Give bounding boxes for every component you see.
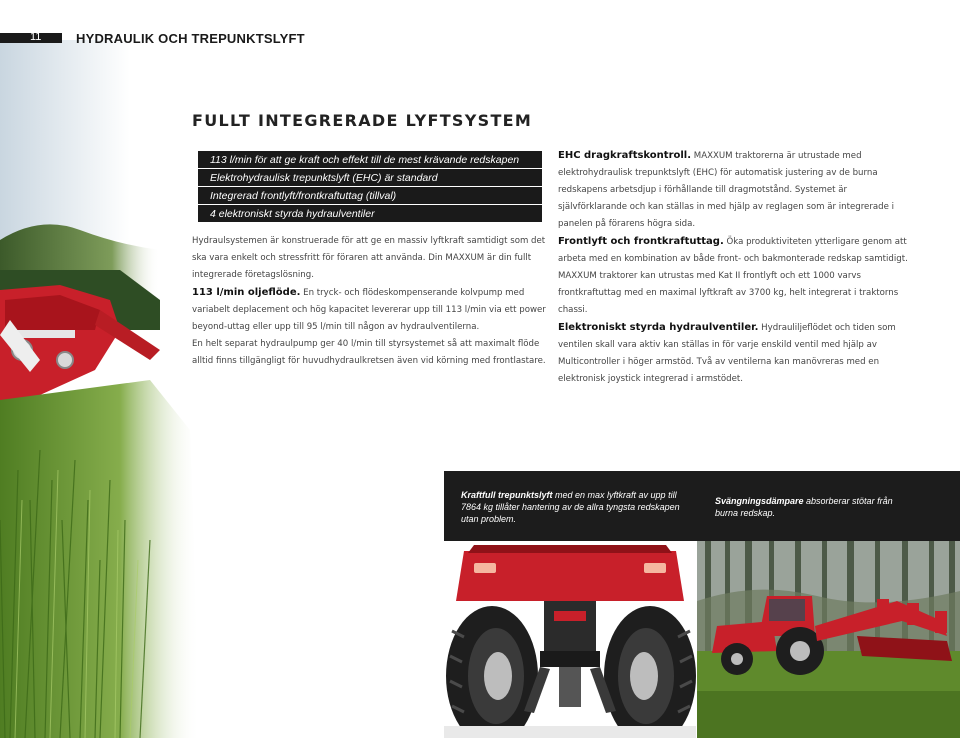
caption-left-text: med en max lyftkraft av upp till 7864 kg tillåter hantering av de allra tyngsta redskapen utan problem.	[461, 490, 680, 524]
feature-item: 113 l/min för att ge kraft och effekt till de mest krävande redskapen	[198, 151, 542, 169]
section-header: HYDRAULIK OCH TREPUNKTSLYFT	[76, 31, 305, 46]
caption-right-bold: Svängningsdämpare	[715, 496, 804, 506]
separate-pump-paragraph: En helt separat hydraulpump ger 40 l/min till styrsystemet så att maximalt flöde alltid finns tillgängligt för huvudhydraulkretsen även vid körning med frontlastare.	[192, 339, 546, 366]
front-text: Öka produktiviteten ytterligare genom att arbeta med en kombination av både front- och bakmonterade redskap samtidigt. MAXXUM traktorer kan utrustas med Kat II frontlyft och ett 1000 varvs frontkraftuttag med en maximal lyftkraft av 3700 kg, helt integrerat i traktorns chassi.	[558, 237, 908, 315]
feature-item: Integrerad frontlyft/frontkraftuttag (tillval)	[198, 187, 542, 205]
page-number: 11	[30, 31, 42, 43]
oil-flow-paragraph	[192, 284, 547, 336]
tractor-mower-illustration	[697, 541, 960, 738]
valves-paragraph	[558, 319, 913, 388]
caption-left-bold: Kraftfull trepunktslyft	[461, 490, 553, 500]
caption-right-text: absorberar stötar från burna redskap.	[715, 496, 893, 518]
intro-paragraph: Hydraulsystemen är konstruerade för att ge en massiv lyftkraft samtidigt som det ska vara enkelt och stressfritt för föraren att använda. Din MAXXUM är din fullt integrerade företagslösning.	[192, 236, 546, 280]
ehc-text: MAXXUM traktorerna är utrustade med elektrohydraulisk trepunktslyft (EHC) för automatisk justering av de burna redskapens arbetsdjup i förhållande till dragmotstånd. Systemet är självförklarande och kan ställas in med hjälp av reglagen som är integrerade i panelen på förarens högra sida.	[558, 151, 895, 229]
ehc-paragraph	[558, 147, 913, 233]
feature-item: Elektrohydraulisk trepunktslyft (EHC) är standard	[198, 169, 542, 187]
feature-item: 4 elektroniskt styrda hydraulventiler	[198, 205, 542, 223]
tractor-rear-photo	[444, 541, 696, 738]
tractor-rear-illustration	[444, 541, 696, 738]
oil-flow-lead: 113 l/min oljeflöde.	[192, 287, 301, 298]
feature-list	[198, 151, 542, 223]
right-text-column	[558, 147, 913, 388]
left-text-column	[192, 233, 547, 370]
front-lead: Frontlyft och frontkraftuttag.	[558, 236, 724, 247]
caption-three-point-lift	[461, 489, 681, 525]
valves-lead: Elektroniskt styrda hydraulventiler.	[558, 322, 759, 333]
left-edge-photo	[0, 0, 200, 738]
oil-flow-text: En tryck- och flödeskompenserande kolvpump med variabelt deplacement och hög kapacitet levererar upp till 113 l/min via ett power beyond-uttag eller upp till 95 l/min till någon av hydraulventilerna.	[192, 288, 546, 332]
ehc-lead: EHC dragkraftskontroll.	[558, 150, 692, 161]
valves-text: Hydrauliljeflödet och tiden som ventilen skall vara aktiv kan ställas in för varje enskild ventil med hjälp av Multicontroller i höger armstöd. Två av ventilerna kan manövreras med en elektronisk joystick integrerad i armstödet.	[558, 323, 896, 384]
front-paragraph	[558, 233, 913, 319]
caption-damper	[715, 495, 915, 519]
mower-grass-illustration	[0, 0, 200, 738]
page-title: FULLT INTEGRERADE LYFTSYSTEM	[192, 111, 533, 130]
tractor-mower-photo	[697, 541, 960, 738]
